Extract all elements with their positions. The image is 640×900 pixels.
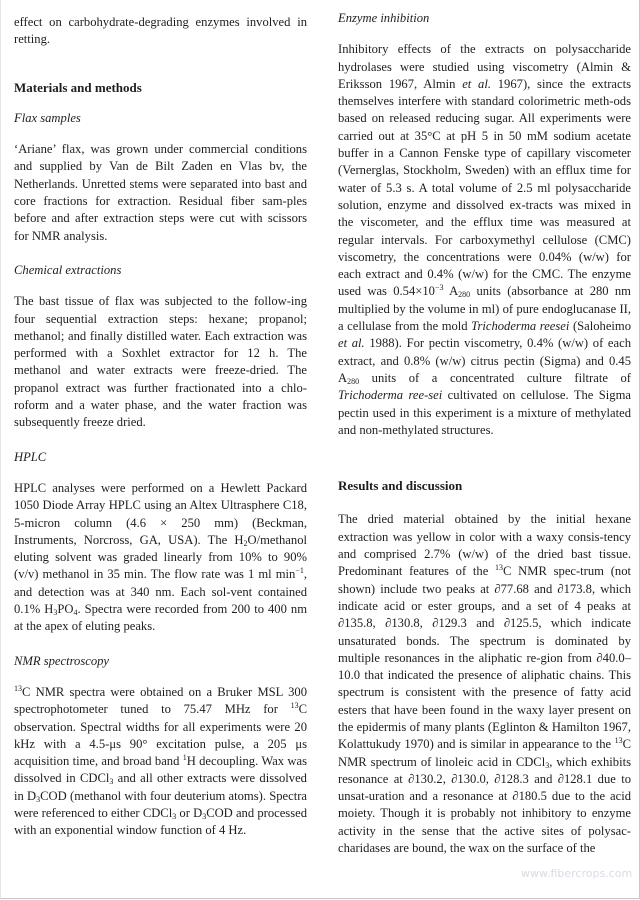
superscript: −3 [434,283,444,293]
subscript: 4 [73,608,78,618]
results-text: C NMR spec-trum (not shown) include two peaks at ∂77.68 and ∂173.8, which indicate acid or ester groups, and a set of 4 peaks at ∂135.8, ∂130.8, ∂129.3 and ∂125.5, which indicate unsaturated bonds. The spectrum is dominated by multiple resonances in the aliphatic re-gion from ∂40.0–10.0 that indicated the presence of aliphatic chains. This spectrum is consistent with the presence of fatty acid esters that have been found in the waxy layer present on the epidermis of many plants (Eglinton & Hamilton 1967, Kolattukudy 1970) and is similar in appearance to the [338,564,631,752]
subheading-nmr-spectroscopy: NMR spectroscopy [14,653,110,668]
paragraph-flax-samples: ‘Ariane’ flax, was grown under commercial conditions and supplied by Van de Bilt Zaden en Vlas bv, the Netherlands. Unretted stems were separated into bast and core fractions for extraction. Residual fiber sam-ples before and after extraction steps were cut with scissors for NMR analysis. [14,142,307,243]
results-text: The dried material obtained by the initial hexane extraction was yellow in color with a waxy consis-tency and comprised 2.7% (w/w) of the dried bast tissue. Predominant features of the [338,512,631,579]
superscript: 13 [495,563,504,573]
section-heading-results-discussion: Results and discussion [338,478,463,494]
hplc-text: HPLC analyses were performed on a Hewlett Packard 1050 Diode Array HPLC using an Altex Ultrasphere C18, 5-micron column (4.6 × 250 mm) (Beckman, Instruments, Norcross, GA, USA). The H [14,480,307,547]
subscript: 3 [202,811,207,821]
enzyme-text: (Saloheimo [569,319,632,334]
paragraph-enzyme-inhibition [338,41,631,439]
enzyme-text: A [443,284,459,299]
section-heading-materials-methods: Materials and methods [14,79,142,95]
results-text: , which exhibits resonance at ∂130.2, ∂130.0, ∂128.3 and ∂128.1 due to unsat-uration and a resonance at ∂180.5 due to the acid moiety. Though it is probably not inhibitory to enzyme activity in the sense that the active sites of polysac-charidases are bound, the wax on the surface of the [338,754,631,856]
paragraph-nmr [14,684,307,840]
watermark: www.fibercrops.com [521,867,633,880]
paragraph-chemical-extractions: The bast tissue of flax was subjected to the follow-ing four sequential extraction steps: hexane; propanol; methanol; and finally distilled water. Each extraction was performed with a Soxhlet extractor for 12 h. The methanol and water extracts were freeze-dried. The propanol extract was further fractionated into a chlo-roform and a water phase, and the water fraction was subsequently freeze dried. [14,294,307,430]
species-name: Trichoderma reesei [471,319,570,334]
nmr-text: C NMR spectra were obtained on a Bruker MSL 300 spectrophotometer tuned to 75.47 MHz for [14,684,307,717]
enzyme-text: units of a concentrated culture filtrate of [359,370,631,385]
superscript: 13 [614,736,623,746]
subheading-hplc: HPLC [14,449,47,464]
left-column [14,0,307,840]
subscript: 280 [347,376,360,386]
superscript: 13 [14,683,22,693]
subscript: 2 [243,538,248,548]
subheading-flax-samples: Flax samples [14,110,81,125]
superscript: 1 [182,753,187,763]
enzyme-text: 1967), since the extracts themselves interfere with standard colorimetric meth-ods based on released reducing sugar. All experiments were carried out at 35°C at pH 5 in 50 mM sodium acetate buffer in a Cannon Fenske type of capillary viscometer (Vernerglas, Stockholm, Sweden) with an efflux time for water of 5.3 s. A total volume of 2.5 ml polysaccharide solution, enzyme and dissolved ex-tracts was mixed in the viscometer, and the efflux time was measured at regular intervals. For carboxymethyl cellulose (CMC) viscometry, the concentrations were 0.04% (w/w) for each extract and 0.4% (w/w) for the CMC. The enzyme used was 0.54×10 [338,76,631,299]
paragraph-hplc [14,480,307,636]
species-name: Trichoderma ree-sei [338,388,443,403]
subheading-chemical-extractions: Chemical extractions [14,262,122,277]
enzyme-text: Inhibitory effects of the extracts on polysaccharide hydrolases were studied using viscometry (Almin & Eriksson 1967, Almin [338,42,631,91]
hplc-text: . Spectra were recorded from 200 to 400 nm at the apex of eluting peaks. [14,602,307,634]
subscript: 3 [172,811,177,821]
hplc-text: , and detection was at 340 nm. Each sol-vent contained 0.1% H [14,567,307,617]
superscript: 13 [290,701,299,711]
intro-paragraph-tail: effect on carbohydrate-degrading enzymes involved in retting. [14,15,307,47]
nmr-text: COD and processed with an exponential window function of 4 Hz. [14,805,307,838]
enzyme-text: 1988). For pectin viscometry, 0.4% (w/w) of each extract, and 0.8% (w/w) citrus pectin (Sigma) and 0.45 A [338,336,631,385]
et-al: et al. [462,76,491,91]
nmr-text: and all other extracts were dissolved in D [14,771,307,803]
nmr-text: COD (methanol with four deuterium atoms). Spectra were referenced to either CDCl [14,788,307,820]
nmr-text: H decoupling. Wax was dissolved in CDCl [14,754,307,786]
subscript: 3 [109,777,114,787]
paragraph-results [338,511,631,857]
subscript: 3 [545,760,550,770]
superscript: −1 [295,566,304,576]
subscript: 3 [36,794,41,804]
results-text: C NMR spectrum of linoleic acid in CDCl [338,737,631,769]
hplc-text: PO [57,602,74,617]
nmr-text: C observation. Spectral widths for all experiments were 20 kHz with a 4.5-μs 90° excitation pulse, a 205 μs acquisition time, and broad band [14,702,307,769]
et-al: et al. [338,336,365,351]
hplc-text: O/methanol eluting solvent was graded linearly from 10% to 90% (v/v) methanol in 35 min. The flow rate was 1 ml min [14,532,307,582]
subheading-enzyme-inhibition: Enzyme inhibition [338,11,430,25]
nmr-text: or D [176,805,203,820]
subscript: 280 [458,290,471,300]
subscript: 3 [53,608,58,618]
enzyme-text: units (absorbance at 280 nm multiplied by the volume in ml) of pure endoglucanase II, a cellulase from the mold [338,284,631,334]
enzyme-text: cultivated on cellulose. The Sigma pectin used in this experiment is a mixture of methylated and non-methylated structures. [338,388,631,437]
right-column [338,0,631,857]
